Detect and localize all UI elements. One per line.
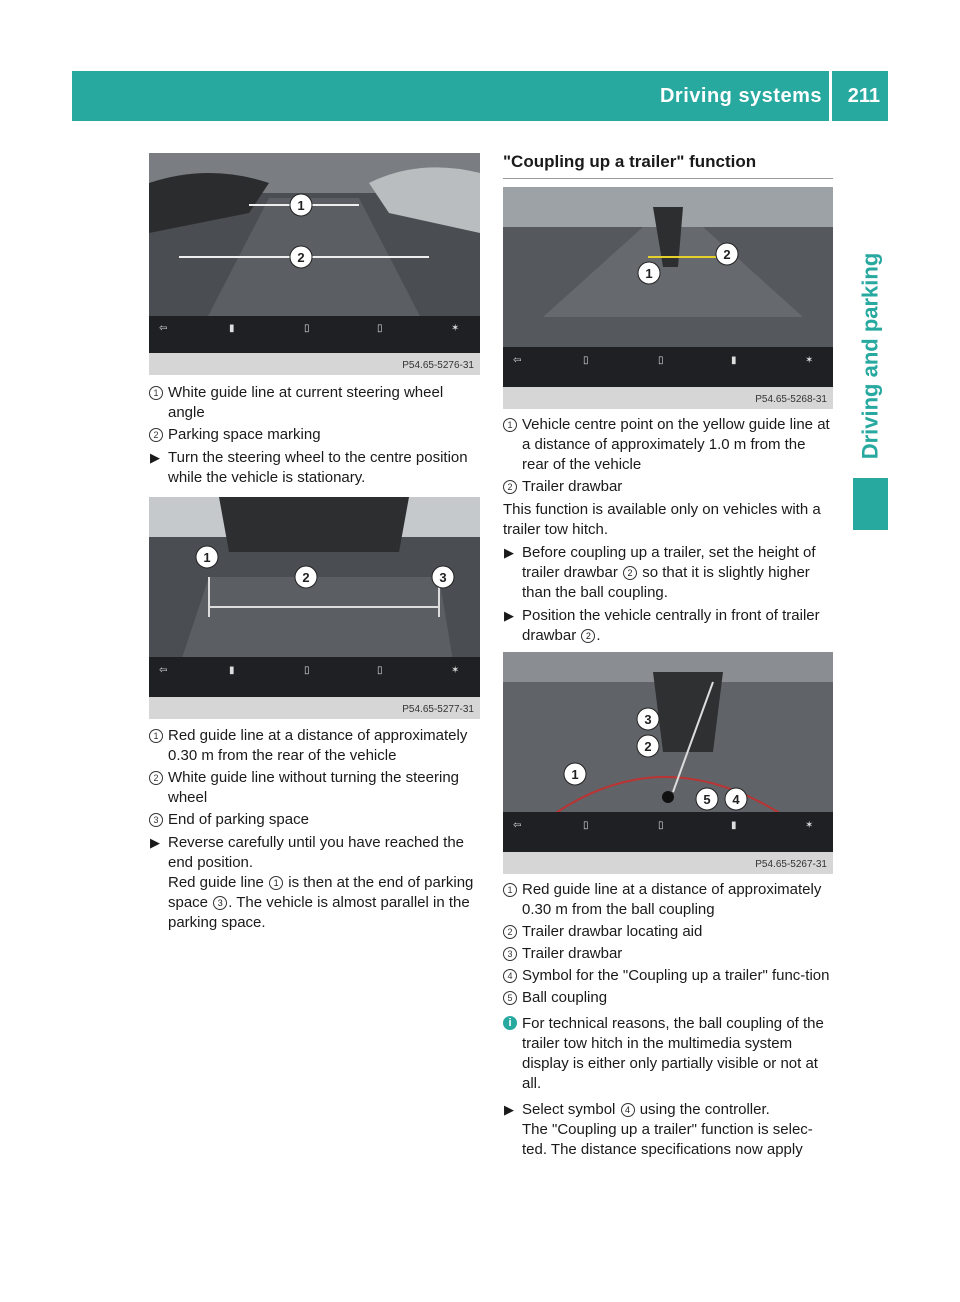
- callout-number: 2: [623, 566, 637, 580]
- figure-rear-camera-3: [503, 187, 833, 409]
- instruction-step: [503, 1100, 835, 1160]
- list-item: [503, 415, 835, 475]
- svg-text:▮: ▮: [731, 820, 737, 831]
- step-text: Position the vehicle centrally in front of trailer drawbar: [522, 607, 820, 644]
- svg-text:▯: ▯: [658, 355, 664, 366]
- right-text-block-1: [503, 415, 835, 646]
- step-text: Select symbol: [522, 1101, 616, 1118]
- step-arrow-icon: ▶: [150, 450, 160, 465]
- svg-text:✶: ✶: [805, 355, 814, 366]
- callout-number: 2: [503, 480, 517, 494]
- list-item: [149, 425, 481, 445]
- list-item-text: Red guide line at a distance of approximately 0.30 m from the rear of the vehicle: [168, 727, 468, 764]
- callout-number: 2: [503, 925, 517, 939]
- svg-text:▯: ▯: [377, 665, 383, 676]
- step-text: Before coupling up a trailer, set the height of trailer drawbar: [522, 544, 816, 581]
- list-item: [503, 880, 835, 920]
- list-item: [503, 966, 835, 986]
- callout-number: 4: [621, 1103, 635, 1117]
- list-item-text: Ball coupling: [522, 989, 608, 1006]
- callout-number: 3: [503, 947, 517, 961]
- callout-number: 2: [149, 428, 163, 442]
- camera-image-2: [149, 497, 480, 719]
- camera-image-4: [503, 652, 833, 874]
- callout-number: 1: [503, 418, 517, 432]
- instruction-step: [503, 543, 835, 603]
- step-arrow-icon: ▶: [504, 1102, 514, 1117]
- side-tab-text: Driving and parking: [857, 252, 883, 460]
- list-item-text: Red guide line at a distance of approximately 0.30 m from the ball coupling: [522, 881, 822, 918]
- page-number: 211: [847, 85, 880, 107]
- svg-text:▯: ▯: [583, 355, 589, 366]
- list-item: [149, 768, 481, 808]
- svg-text:5: 5: [703, 792, 711, 807]
- callout-number: 5: [503, 991, 517, 1005]
- info-note: [503, 1014, 835, 1094]
- list-item-text: End of parking space: [168, 811, 309, 828]
- figure-rear-camera-1: [149, 153, 480, 375]
- left-text-block-1: [149, 383, 481, 488]
- svg-text:⇦: ⇦: [513, 820, 522, 831]
- list-item: [503, 477, 835, 497]
- list-item-text: Trailer drawbar: [522, 945, 623, 962]
- right-text-block-2: [503, 880, 835, 1160]
- header-bar: [72, 71, 888, 121]
- header-divider: [829, 71, 832, 121]
- svg-text:1: 1: [571, 767, 579, 782]
- step-arrow-icon: ▶: [504, 608, 514, 623]
- list-item-text: Trailer drawbar: [522, 478, 623, 495]
- svg-text:▯: ▯: [304, 665, 310, 676]
- list-item-text: White guide line at current steering wheel angle: [168, 384, 444, 421]
- svg-text:▯: ▯: [658, 820, 664, 831]
- figure-code: P54.65-5267-31: [755, 859, 827, 870]
- step-text: Reverse carefully until you have reached the end position.: [168, 834, 465, 871]
- step-text: is then at the end of parking space: [168, 874, 474, 911]
- svg-text:▯: ▯: [377, 323, 383, 334]
- paragraph: This function is available only on vehicles with a trailer tow hitch.: [503, 501, 821, 538]
- list-item: [503, 988, 835, 1008]
- figure-code: P54.65-5268-31: [755, 394, 827, 405]
- svg-text:⇦: ⇦: [513, 355, 522, 366]
- list-item: [149, 810, 481, 830]
- figure-code: P54.65-5276-31: [402, 360, 474, 371]
- svg-text:1: 1: [203, 550, 211, 565]
- svg-text:⇦: ⇦: [159, 665, 168, 676]
- instruction-step: [149, 448, 481, 488]
- list-item-text: Vehicle centre point on the yellow guide line at a distance of approximately 1.0 m from the rear of the vehicle: [522, 416, 830, 473]
- svg-text:1: 1: [297, 198, 305, 213]
- step-text: so that it is slightly higher than the ball coupling.: [522, 564, 810, 601]
- svg-text:2: 2: [644, 739, 652, 754]
- callout-number: 3: [213, 896, 227, 910]
- list-item: [503, 944, 835, 964]
- callout-number: 2: [149, 771, 163, 785]
- step-arrow-icon: ▶: [504, 545, 514, 560]
- svg-text:▯: ▯: [583, 820, 589, 831]
- svg-text:✶: ✶: [451, 665, 460, 676]
- step-arrow-icon: ▶: [150, 835, 160, 850]
- left-text-block-2: [149, 726, 481, 933]
- svg-text:▮: ▮: [229, 323, 235, 334]
- svg-text:2: 2: [297, 250, 305, 265]
- svg-text:3: 3: [644, 712, 652, 727]
- step-text: The "Coupling up a trailer" function is selec-ted. The distance specifications now apply: [522, 1121, 813, 1158]
- svg-text:▯: ▯: [304, 323, 310, 334]
- info-text: For technical reasons, the ball coupling of the trailer tow hitch in the multimedia system display is either only partially visible or not at all.: [522, 1015, 824, 1092]
- figure-rear-camera-2: [149, 497, 480, 719]
- svg-text:✶: ✶: [451, 323, 460, 334]
- instruction-step: [149, 833, 481, 933]
- figure-rear-camera-4: [503, 652, 833, 874]
- list-item: [149, 383, 481, 423]
- side-tab-label: [853, 252, 888, 460]
- callout-number: 1: [149, 729, 163, 743]
- step-text: .: [596, 627, 601, 644]
- step-text: . The vehicle is almost parallel in the parking space.: [168, 894, 470, 931]
- camera-image-1: [149, 153, 480, 375]
- step-text: using the controller.: [639, 1101, 770, 1118]
- callout-number: 2: [581, 629, 595, 643]
- list-item: [503, 922, 835, 942]
- svg-text:1: 1: [645, 266, 653, 281]
- callout-number: 1: [269, 876, 283, 890]
- side-tab-marker: [853, 478, 888, 530]
- svg-text:4: 4: [732, 792, 740, 807]
- step-text: Turn the steering wheel to the centre position while the vehicle is stationary.: [168, 449, 468, 486]
- instruction-step: [503, 606, 835, 646]
- svg-text:3: 3: [439, 570, 447, 585]
- list-item: [149, 726, 481, 766]
- callout-number: 4: [503, 969, 517, 983]
- svg-text:⇦: ⇦: [159, 323, 168, 334]
- figure-code: P54.65-5277-31: [402, 704, 474, 715]
- header-section-title: Driving systems: [659, 85, 822, 107]
- list-item-text: Symbol for the "Coupling up a trailer" func-tion: [522, 967, 830, 984]
- info-icon: i: [503, 1016, 517, 1030]
- camera-image-3: [503, 187, 833, 409]
- svg-text:▮: ▮: [731, 355, 737, 366]
- callout-number: 3: [149, 813, 163, 827]
- svg-text:2: 2: [302, 570, 310, 585]
- step-text: Red guide line: [168, 874, 264, 891]
- svg-text:✶: ✶: [805, 820, 814, 831]
- list-item-text: White guide line without turning the steering wheel: [168, 769, 460, 806]
- list-item-text: Parking space marking: [168, 426, 321, 443]
- svg-text:▮: ▮: [229, 665, 235, 676]
- list-item-text: Trailer drawbar locating aid: [522, 923, 703, 940]
- callout-number: 1: [149, 386, 163, 400]
- callout-number: 1: [503, 883, 517, 897]
- section-title: "Coupling up a trailer" function: [503, 152, 833, 179]
- svg-text:2: 2: [723, 247, 731, 262]
